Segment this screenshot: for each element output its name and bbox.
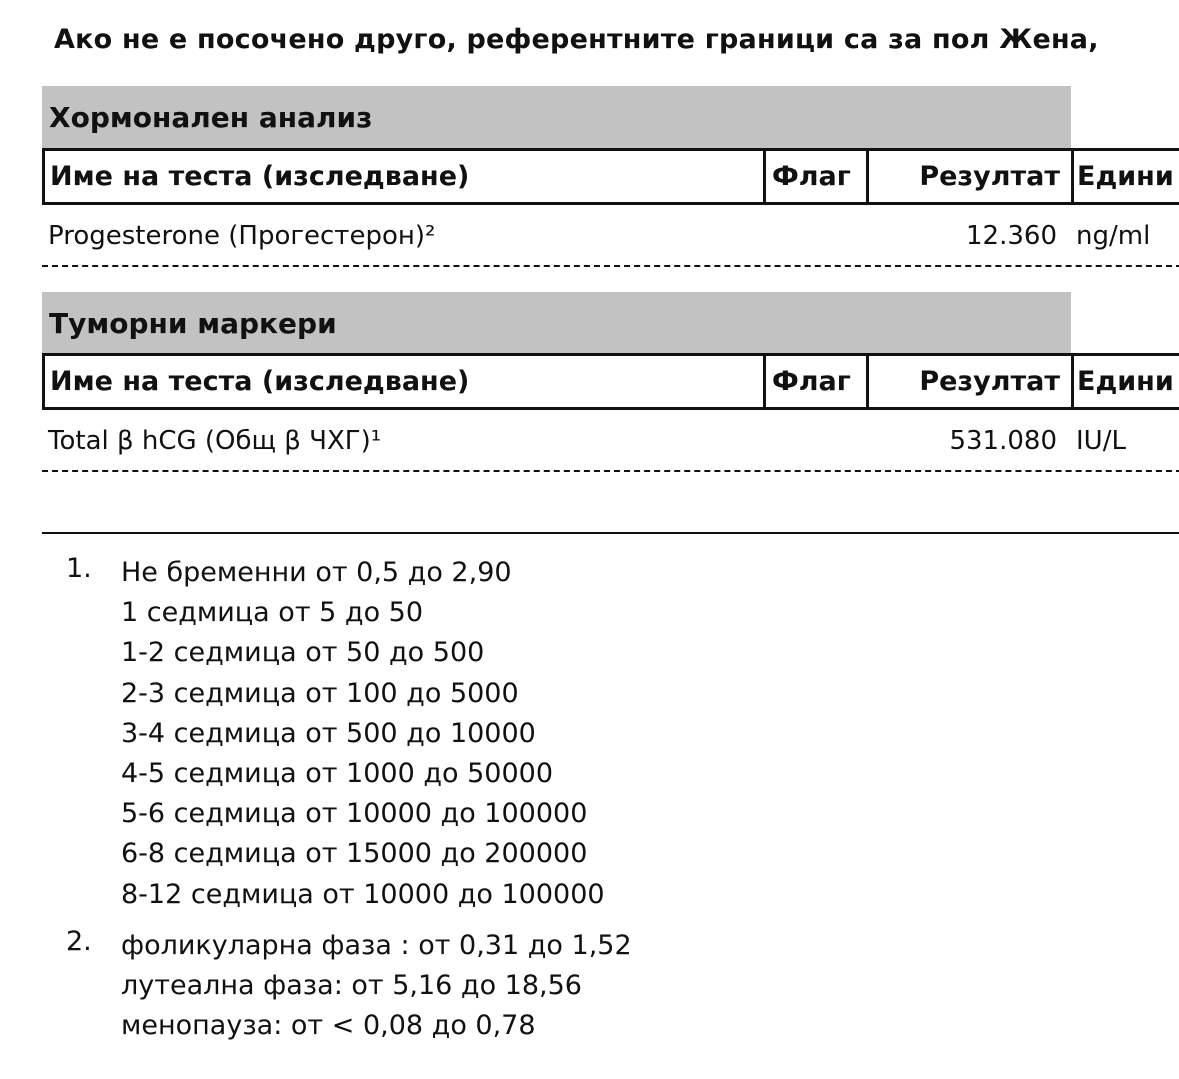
footnote-2: [66, 926, 632, 1047]
reference-intro-text: Ако не е посочено друго, референтните граници са за пол Жена,: [54, 24, 1099, 55]
column-header-result: Резултат: [866, 151, 1072, 202]
footnote-line: 1 седмица от 5 до 50: [121, 597, 424, 629]
footnote-line: Не бременни от 0,5 до 2,90: [121, 557, 512, 588]
footnote-number: 1.: [66, 553, 92, 584]
section-header-tumor-markers: [42, 292, 1071, 354]
footnote-line: менопауза: от < 0,08 до 0,78: [121, 1010, 536, 1042]
footnote-line: 8-12 седмица от 10000 до 100000: [121, 878, 605, 910]
footnotes-divider: [42, 532, 1179, 534]
section-title: Хормонален анализ: [49, 101, 373, 134]
column-header-row: [42, 148, 1179, 205]
test-unit: IU/L: [1076, 426, 1126, 456]
footnote-line: фоликуларна фаза : от 0,31 до 1,52: [121, 929, 632, 961]
test-name: Progesterone (Прогестерон)²: [48, 221, 436, 251]
test-name: Total β hCG (Общ β ЧХГ)¹: [48, 426, 382, 456]
footnotes-list: [66, 553, 632, 1046]
footnote-number: 2.: [66, 925, 92, 957]
column-header-flag: Флаг: [763, 356, 867, 407]
footnote-line: 1-2 седмица от 50 до 500: [121, 637, 485, 669]
table-row: [42, 410, 1179, 472]
footnote-line: 5-6 седмица от 10000 до 100000: [121, 798, 588, 830]
test-result: 12.360: [966, 221, 1057, 251]
footnote-line: 2-3 седмица от 100 до 5000: [121, 677, 519, 709]
column-header-result: Резултат: [866, 356, 1072, 407]
test-unit: ng/ml: [1076, 221, 1151, 251]
table-row: [42, 205, 1179, 267]
footnote-line: лутеална фаза: от 5,16 до 18,56: [121, 970, 582, 1002]
column-header-unit: Едини: [1071, 356, 1179, 407]
section-header-hormonal: [42, 86, 1071, 148]
column-header-test-name: Име на теста (изследване): [50, 366, 470, 397]
column-header-row: [42, 353, 1179, 410]
footnote-1: [66, 553, 632, 915]
footnote-line: 6-8 седмица от 15000 до 200000: [121, 838, 588, 870]
footnote-line: 3-4 седмица от 500 до 10000: [121, 717, 536, 749]
column-header-flag: Флаг: [763, 151, 867, 202]
section-title: Туморни маркери: [49, 307, 337, 340]
test-result: 531.080: [949, 426, 1057, 456]
footnote-line: 4-5 седмица от 1000 до 50000: [121, 758, 554, 790]
column-header-unit: Едини: [1071, 151, 1179, 202]
column-header-test-name: Име на теста (изследване): [50, 161, 470, 192]
